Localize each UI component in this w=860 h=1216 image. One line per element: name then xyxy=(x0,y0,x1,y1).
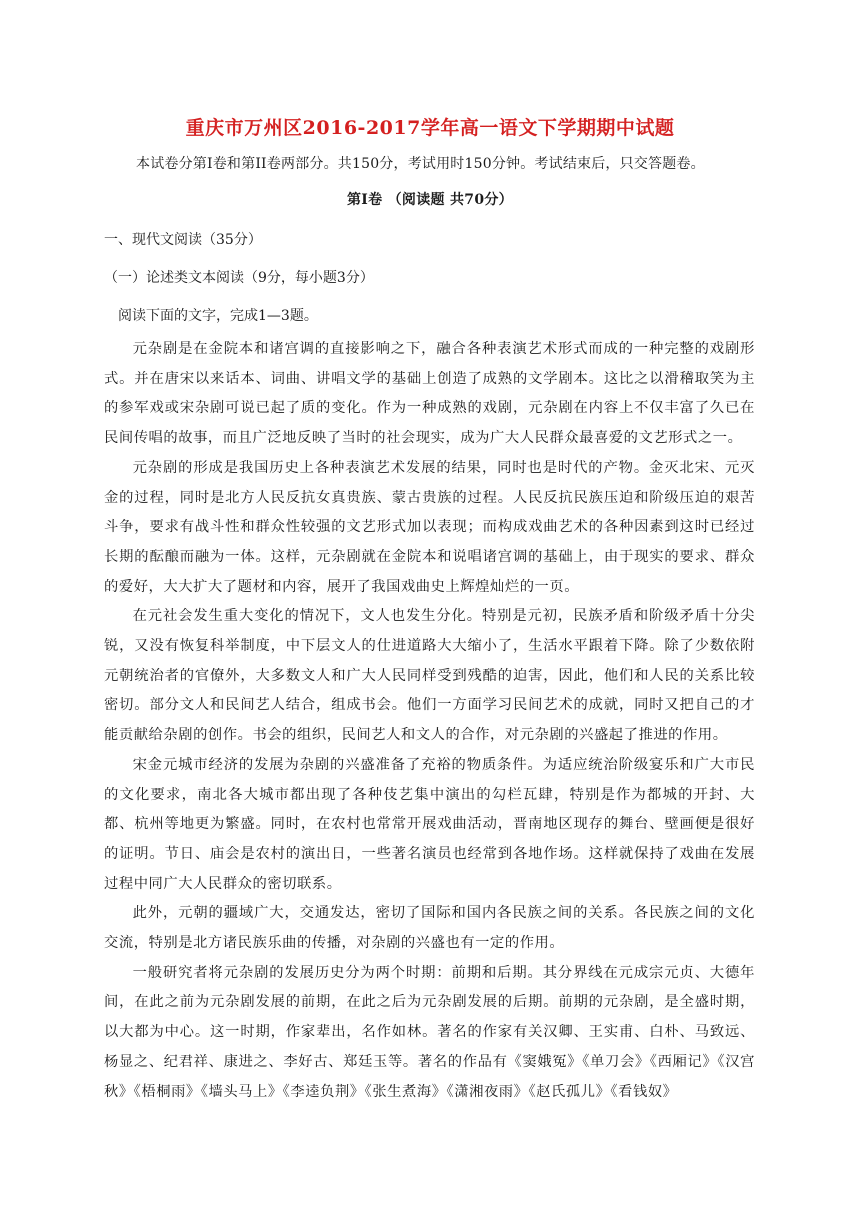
reading-instruction: 阅读下面的文字，完成1—3题。 xyxy=(118,308,318,324)
passage-paragraph: 一般研究者将元杂剧的发展历史分为两个时期：前期和后期。其分界线在元成宗元贞、大德年间，在此之前为元杂剧发展的前期，在此之后为元杂剧发展的后期。前期的元杂剧，是全盛时期，以大都为中心。这一时期，作家辈出，名作如林。著名的作家有关汉卿、王实甫、白朴、马致远、杨显之、纪君祥、康进之、李好古、郑廷玉等。著名的作品有《窦娥冤》《单刀会》《西厢记》《汉宫秋》《梧桐雨》《墙头马上》《李逵负荆》《张生煮海》《潇湘夜雨》《赵氏孤儿》《看钱奴》 xyxy=(104,964,755,1100)
reading-passage xyxy=(104,335,755,1107)
passage-paragraph: 此外，元朝的疆域广大，交通发达，密切了国际和国内各民族之间的关系。各民族之间的文化交流，特别是北方诸民族乐曲的传播，对杂剧的兴盛也有一定的作用。 xyxy=(104,905,755,952)
passage-paragraph: 元杂剧是在金院本和诸宫调的直接影响之下，融合各种表演艺术形式而成的一种完整的戏剧形式。并在唐宋以来话本、词曲、讲唱文学的基础上创造了成熟的文学剧本。这比之以滑稽取笑为主的参军戏或宋杂剧可说已起了质的变化。作为一种成熟的戏剧，元杂剧在内容上不仅丰富了久已在民间传唱的故事，而且广泛地反映了当时的社会现实，成为广大人民群众最喜爱的文艺形式之一。 xyxy=(104,341,755,447)
exam-instructions-note: 本试卷分第Ⅰ卷和第II卷两部分。共150分，考试用时150分钟。考试结束后，只交答题卷。 xyxy=(136,156,705,172)
passage-paragraph: 元杂剧的形成是我国历史上各种表演艺术发展的结果，同时也是时代的产物。金灭北宋、元灭金的过程，同时是北方人民反抗女真贵族、蒙古贵族的过程。人民反抗民族压迫和阶级压迫的艰苦斗争，要求有战斗性和群众性较强的文艺形式加以表现；而构成戏曲艺术的各种因素到这时已经过长期的酝酿而融为一体。这样，元杂剧就在金院本和说唱诸宫调的基础上，由于现实的要求、群众的爱好，大大扩大了题材和内容，展开了我国戏曲史上辉煌灿烂的一页。 xyxy=(104,459,755,595)
passage-paragraph: 宋金元城市经济的发展为杂剧的兴盛准备了充裕的物质条件。为适应统治阶级宴乐和广大市民的文化要求，南北各大城市都出现了各种伎艺集中演出的勾栏瓦肆，特别是作为都城的开封、大都、杭州等地更为繁盛。同时，在农村也常常开展戏曲活动，晋南地区现存的舞台、壁画便是很好的证明。节日、庙会是农村的演出日，一些著名演员也经常到各地作场。这样就保持了戏曲在发展过程中同广大人民群众的密切联系。 xyxy=(104,756,755,892)
passage-paragraph: 在元社会发生重大变化的情况下，文人也发生分化。特别是元初，民族矛盾和阶级矛盾十分尖锐，又没有恢复科举制度，中下层文人的仕进道路大大缩小了，生活水平跟着下降。除了少数依附元朝统治者的官僚外，大多数文人和广大人民同样受到残酷的迫害，因此，他们和人民的关系比较密切。部分文人和民间艺人结合，组成书会。他们一方面学习民间艺术的成就，同时又把自己的才能贡献给杂剧的创作。书会的组织，民间艺人和文人的合作，对元杂剧的兴盛起了推进的作用。 xyxy=(104,608,755,744)
part-one-heading: 第Ⅰ卷 （阅读题 共70分） xyxy=(347,192,513,208)
subsection-heading: （一）论述类文本阅读（9分，每小题3分） xyxy=(104,270,374,286)
document-title: 重庆市万州区2016-2017学年高一语文下学期期中试题 xyxy=(185,117,675,139)
section-heading: 一、现代文阅读（35分） xyxy=(104,232,262,248)
